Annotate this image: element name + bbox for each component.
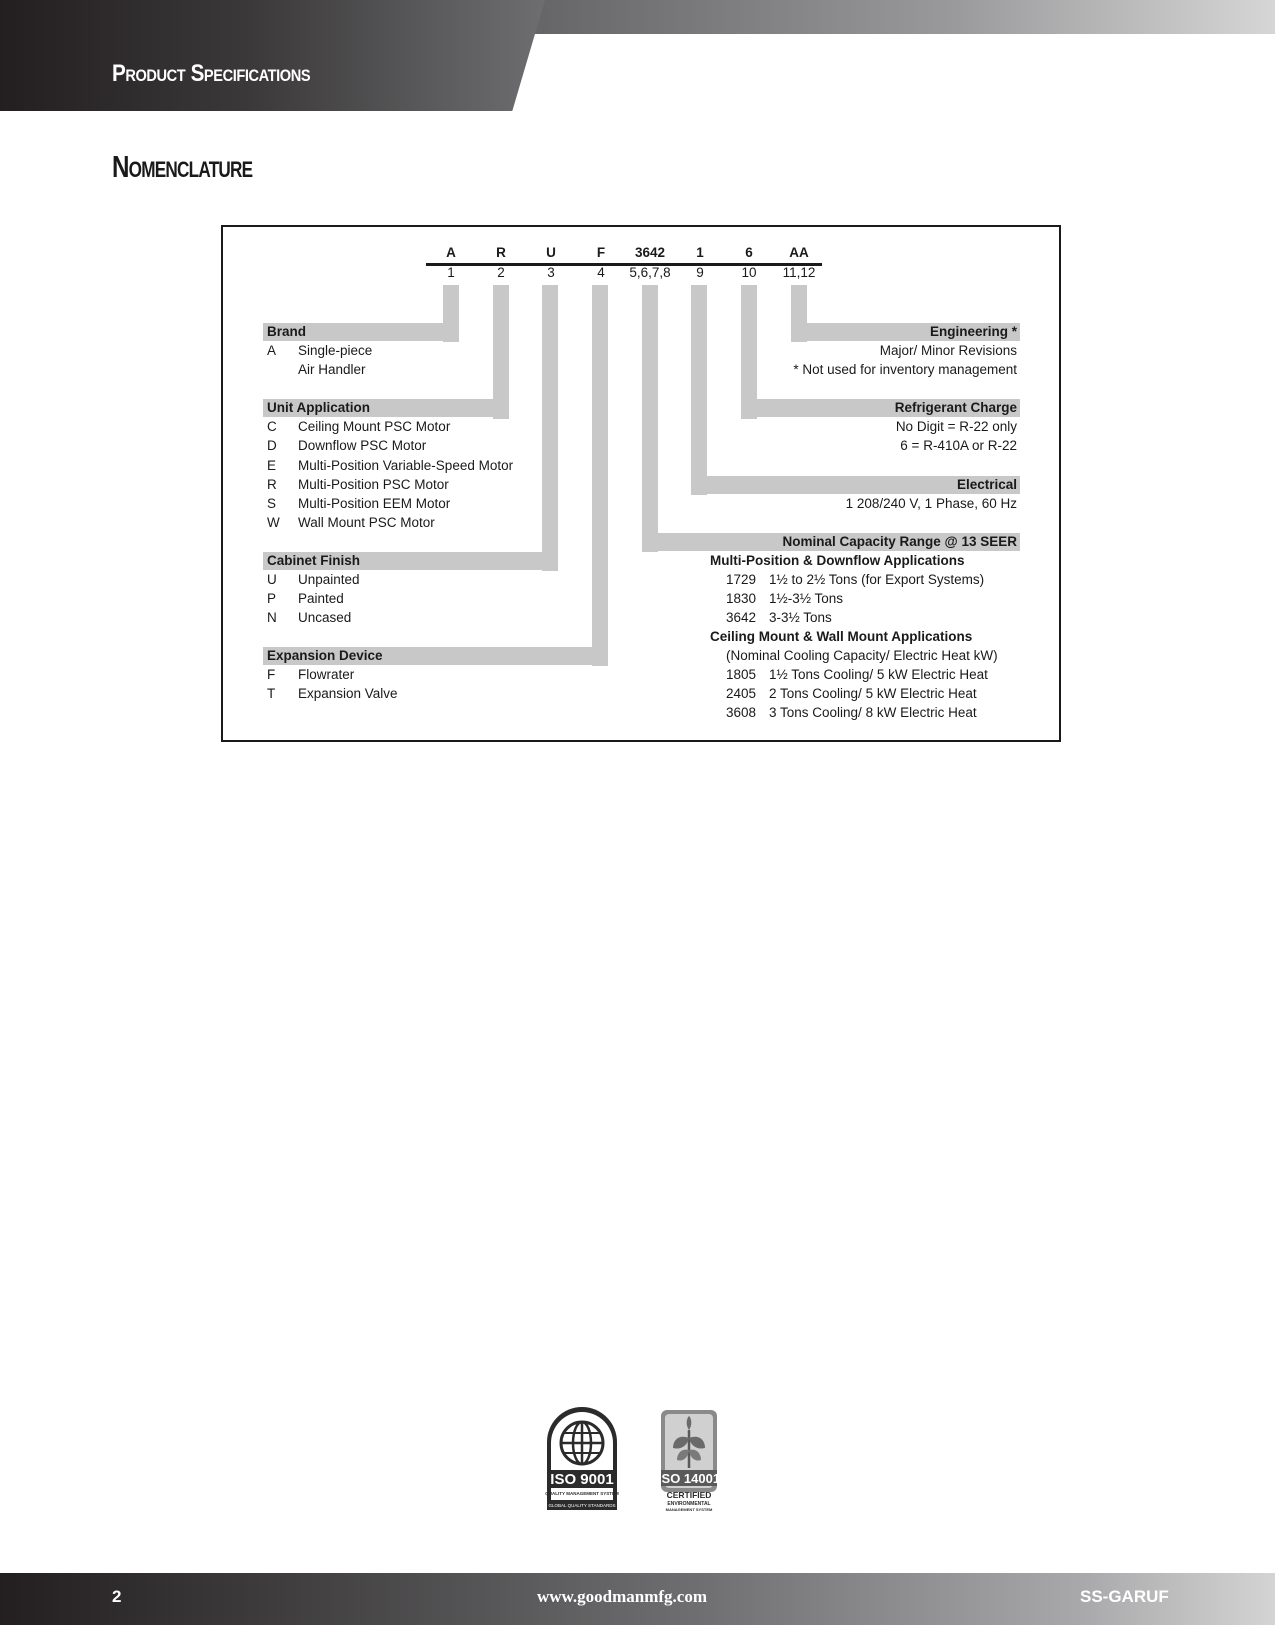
connector-cabinet-finish <box>542 285 558 571</box>
svg-text:GLOBAL QUALITY STANDARDS: GLOBAL QUALITY STANDARDS <box>548 1503 616 1508</box>
connector-nominal-capacity <box>642 285 658 552</box>
cabinet-finish-code: U <box>267 572 277 587</box>
svg-text:ISO 9001: ISO 9001 <box>550 1471 614 1488</box>
brand-heading: Brand <box>263 323 459 341</box>
svg-text:MANAGEMENT SYSTEM: MANAGEMENT SYSTEM <box>665 1507 713 1512</box>
cabinet-finish-code: N <box>267 610 277 625</box>
unit-app-code: W <box>267 515 280 530</box>
expansion-device-code: T <box>267 686 276 701</box>
unit-app-label: Ceiling Mount PSC Motor <box>298 419 451 434</box>
svg-text:ENVIRONMENTAL: ENVIRONMENTAL <box>667 1501 711 1507</box>
engineering-line: Major/ Minor Revisions <box>879 343 1017 358</box>
header-tab <box>0 0 545 111</box>
model-code-3: U <box>546 245 556 260</box>
capacity-group2-note: (Nominal Cooling Capacity/ Electric Heat kW) <box>726 648 998 663</box>
model-position-1: 1 <box>447 265 455 280</box>
expansion-device-code: F <box>267 667 276 682</box>
unit-app-code: S <box>267 496 277 511</box>
model-code-8: AA <box>789 245 809 260</box>
capacity-label: 1½ to 2½ Tons (for Export Systems) <box>769 572 985 587</box>
capacity-code: 3608 <box>726 705 757 720</box>
svg-text:QUALITY MANAGEMENT SYSTEM: QUALITY MANAGEMENT SYSTEM <box>545 1491 619 1496</box>
capacity-group1-title: Multi-Position & Downflow Applications <box>710 553 965 568</box>
cabinet-finish-heading: Cabinet Finish <box>263 552 558 570</box>
model-code-6: 1 <box>696 245 704 260</box>
capacity-label: 1½ Tons Cooling/ 5 kW Electric Heat <box>769 667 988 682</box>
brand-code-a: A <box>267 343 277 358</box>
refrigerant-charge-line: No Digit = R-22 only <box>895 419 1017 434</box>
capacity-code: 2405 <box>726 686 757 701</box>
model-code-5: 3642 <box>634 245 666 260</box>
nominal-capacity-heading: Nominal Capacity Range @ 13 SEER <box>642 533 1020 551</box>
connector-expansion-device <box>592 285 608 666</box>
unit-app-code: D <box>267 438 277 453</box>
capacity-label: 2 Tons Cooling/ 5 kW Electric Heat <box>769 686 977 701</box>
iso-14001-logo <box>655 1408 723 1514</box>
cabinet-finish-label: Unpainted <box>298 572 360 587</box>
model-position-4: 4 <box>597 265 605 280</box>
refrigerant-charge-line: 6 = R-410A or R-22 <box>900 438 1017 453</box>
unit-app-code: R <box>267 477 277 492</box>
cabinet-finish-code: P <box>267 591 277 606</box>
svg-text:ISO 14001: ISO 14001 <box>657 1471 721 1486</box>
expansion-device-label: Expansion Valve <box>298 686 398 701</box>
unit-app-label: Downflow PSC Motor <box>298 438 427 453</box>
capacity-code: 1729 <box>726 572 757 587</box>
cabinet-finish-label: Uncased <box>298 610 352 625</box>
capacity-code: 1830 <box>726 591 757 606</box>
capacity-label: 3 Tons Cooling/ 8 kW Electric Heat <box>769 705 977 720</box>
model-position-8: 11,12 <box>782 265 816 280</box>
model-position-6: 9 <box>696 265 704 280</box>
capacity-code: 1805 <box>726 667 757 682</box>
model-code-1: A <box>446 245 456 260</box>
connector-electrical <box>691 285 707 495</box>
unit-application-heading: Unit Application <box>263 399 509 417</box>
engineering-note: * Not used for inventory management <box>793 362 1017 377</box>
expansion-device-heading: Expansion Device <box>263 647 608 665</box>
unit-app-label: Wall Mount PSC Motor <box>298 515 435 530</box>
unit-app-label: Multi-Position PSC Motor <box>298 477 449 492</box>
brand-label-single-piece: Single-piece <box>298 343 373 358</box>
unit-app-label: Multi-Position EEM Motor <box>298 496 451 511</box>
model-position-2: 2 <box>497 265 505 280</box>
section-title: Nomenclature <box>112 149 253 184</box>
model-code-4: F <box>596 245 606 260</box>
model-position-5: 5,6,7,8 <box>629 265 671 280</box>
iso-9001-logo <box>541 1404 623 1514</box>
model-code-7: 6 <box>745 245 753 260</box>
unit-app-code: E <box>267 458 277 473</box>
svg-text:CERTIFIED: CERTIFIED <box>666 1490 712 1500</box>
capacity-group2-title: Ceiling Mount & Wall Mount Applications <box>710 629 973 644</box>
page-number: 2 <box>112 1587 122 1606</box>
brand-label-air-handler: Air Handler <box>298 362 366 377</box>
electrical-line: 1 208/240 V, 1 Phase, 60 Hz <box>845 496 1017 511</box>
footer-url-link[interactable]: www.goodmanmfg.com <box>537 1587 707 1606</box>
unit-app-code: C <box>267 419 277 434</box>
document-code: SS-GARUF <box>1080 1587 1169 1606</box>
model-code-2: R <box>496 245 506 260</box>
engineering-heading: Engineering * <box>791 323 1020 341</box>
electrical-heading: Electrical <box>691 476 1020 494</box>
unit-app-label: Multi-Position Variable-Speed Motor <box>298 458 514 473</box>
page-header-title: Product Specifications <box>112 60 311 87</box>
model-position-3: 3 <box>547 265 555 280</box>
model-position-7: 10 <box>741 265 757 280</box>
capacity-label: 3-3½ Tons <box>769 610 832 625</box>
cabinet-finish-label: Painted <box>298 591 344 606</box>
capacity-label: 1½-3½ Tons <box>769 591 844 606</box>
expansion-device-label: Flowrater <box>298 667 355 682</box>
capacity-code: 3642 <box>726 610 757 625</box>
refrigerant-charge-heading: Refrigerant Charge <box>741 399 1020 417</box>
